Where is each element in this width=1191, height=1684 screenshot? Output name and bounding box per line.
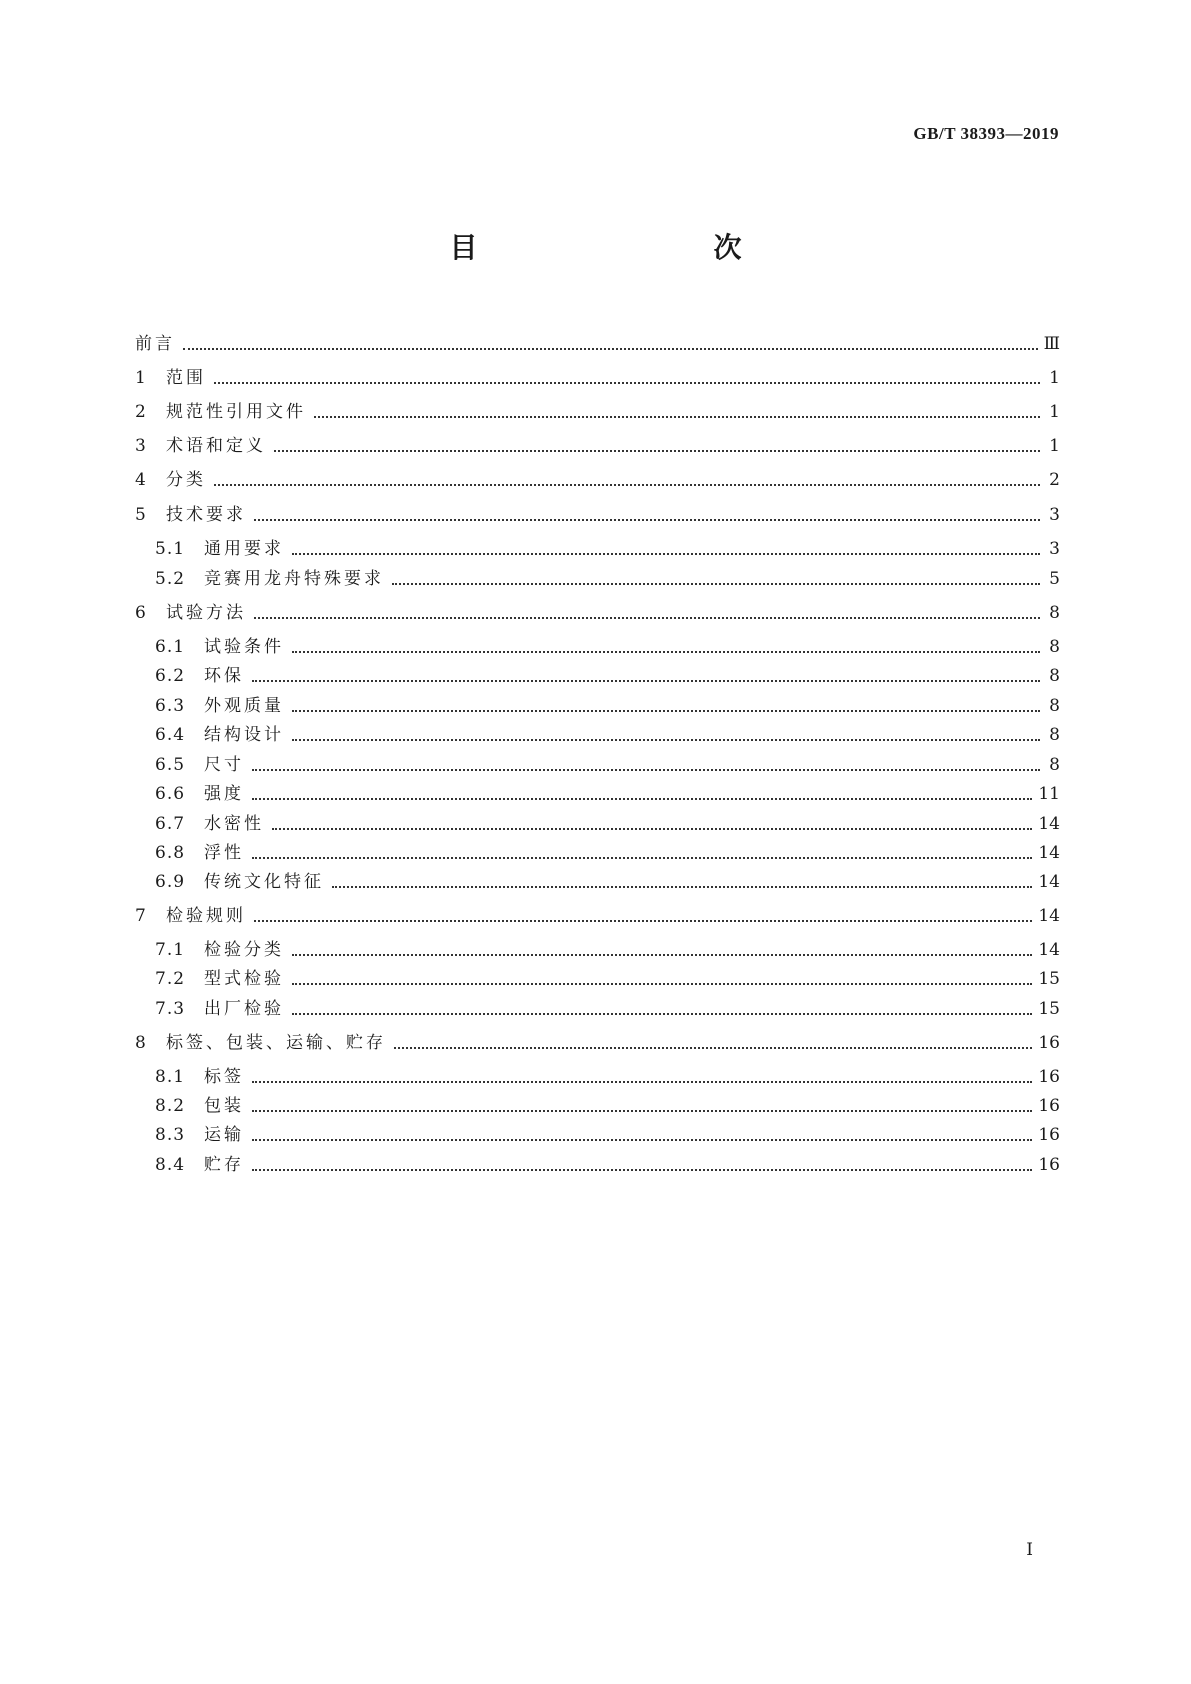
- toc-item-label: 环保: [204, 666, 244, 686]
- toc-item-number: 7.2: [155, 969, 186, 989]
- toc-item-label: 范围: [166, 368, 206, 388]
- toc-item-label: 试验条件: [204, 637, 284, 657]
- toc-item[interactable]: [135, 841, 1060, 865]
- dot-leader: [254, 518, 1040, 521]
- toc-item-number: 6.7: [155, 814, 186, 834]
- toc-item-label: 规范性引用文件: [166, 402, 306, 422]
- toc-item-label: 技术要求: [166, 505, 246, 525]
- toc-item[interactable]: [135, 366, 1060, 390]
- toc-item[interactable]: [135, 812, 1060, 836]
- dot-leader: [314, 415, 1040, 418]
- standard-code: GB/T 38393—2019: [913, 124, 1059, 143]
- toc-item[interactable]: [135, 870, 1060, 894]
- toc-item-label: 尺寸: [204, 755, 244, 775]
- toc-item[interactable]: [135, 1065, 1060, 1089]
- toc-item[interactable]: [135, 997, 1060, 1021]
- toc-item-label: 浮性: [204, 843, 244, 863]
- dot-leader: [252, 1109, 1032, 1112]
- dot-leader: [292, 650, 1040, 653]
- dot-leader: [292, 552, 1040, 555]
- dot-leader: [292, 982, 1032, 985]
- toc-item-number: 6.1: [155, 637, 186, 657]
- toc-item[interactable]: [135, 664, 1060, 688]
- toc-item-label: 标签: [204, 1067, 244, 1087]
- toc-item-page: 16: [1038, 1125, 1060, 1145]
- toc-item-number: 6.8: [155, 843, 186, 863]
- toc-item[interactable]: [135, 723, 1060, 747]
- toc-item-page: 15: [1038, 999, 1060, 1019]
- toc-item-label: 术语和定义: [166, 436, 266, 456]
- toc-item-number: 6.6: [155, 784, 186, 804]
- toc-item-page: 16: [1038, 1067, 1060, 1087]
- dot-leader: [332, 885, 1032, 888]
- toc-item[interactable]: [135, 601, 1060, 625]
- toc-item-number: 8.3: [155, 1125, 186, 1145]
- toc-item-label: 竞赛用龙舟特殊要求: [204, 569, 384, 589]
- dot-leader: [214, 483, 1040, 486]
- toc-item-label: 运输: [204, 1125, 244, 1145]
- toc-item-number: 6: [135, 603, 147, 623]
- toc-item[interactable]: [135, 537, 1060, 561]
- toc-item-page: 3: [1049, 539, 1060, 559]
- toc-item-number: 1: [135, 368, 147, 388]
- toc-item[interactable]: [135, 503, 1060, 527]
- dot-leader: [252, 797, 1032, 800]
- dot-leader: [292, 953, 1032, 956]
- dot-leader: [272, 827, 1032, 830]
- dot-leader: [252, 856, 1032, 859]
- toc-item-page: 11: [1038, 784, 1060, 804]
- dot-leader: [394, 1046, 1032, 1049]
- toc-item-page: 14: [1038, 872, 1060, 892]
- toc-item-page: 8: [1049, 666, 1060, 686]
- toc-item-number: 8.1: [155, 1067, 186, 1087]
- dot-leader: [392, 582, 1040, 585]
- dot-leader: [214, 381, 1040, 384]
- toc-item-page: 16: [1038, 1033, 1060, 1053]
- toc-item-page: 14: [1038, 814, 1060, 834]
- page-number: I: [1026, 1540, 1033, 1560]
- toc-item-page: 1: [1049, 368, 1060, 388]
- toc-item[interactable]: [135, 635, 1060, 659]
- dot-leader: [254, 616, 1040, 619]
- toc-item-label: 包装: [204, 1096, 244, 1116]
- toc-item[interactable]: [135, 938, 1060, 962]
- toc-item-label: 贮存: [204, 1155, 244, 1175]
- toc-item[interactable]: [135, 1123, 1060, 1147]
- toc-item[interactable]: [135, 400, 1060, 424]
- toc-item-label: 出厂检验: [204, 999, 284, 1019]
- toc-item-number: 5.1: [155, 539, 186, 559]
- toc-item-page: 8: [1049, 755, 1060, 775]
- toc-item-number: 3: [135, 436, 147, 456]
- toc-item[interactable]: [135, 753, 1060, 777]
- toc-item-label: 外观质量: [204, 696, 284, 716]
- toc-item[interactable]: [135, 567, 1060, 591]
- toc-item-number: 4: [135, 470, 147, 490]
- toc-item-number: 6.9: [155, 872, 186, 892]
- dot-leader: [252, 1138, 1032, 1141]
- toc-item-page: 8: [1049, 637, 1060, 657]
- toc-item-number: 7.3: [155, 999, 186, 1019]
- toc-item-page: 16: [1038, 1096, 1060, 1116]
- dot-leader: [292, 709, 1040, 712]
- toc-item[interactable]: [135, 1031, 1060, 1055]
- dot-leader: [183, 347, 1038, 350]
- toc-item-label: 试验方法: [166, 603, 246, 623]
- toc-item-page: 14: [1038, 843, 1060, 863]
- toc-item-label: 前言: [135, 334, 175, 354]
- toc-item-label: 结构设计: [204, 725, 284, 745]
- toc-item-page: 16: [1038, 1155, 1060, 1175]
- dot-leader: [292, 1012, 1032, 1015]
- toc-item[interactable]: [135, 967, 1060, 991]
- toc-item-label: 检验规则: [166, 906, 246, 926]
- toc-item-page: 3: [1049, 505, 1060, 525]
- dot-leader: [252, 679, 1040, 682]
- dot-leader: [292, 738, 1040, 741]
- toc-item-number: 5: [135, 505, 147, 525]
- toc-item[interactable]: [135, 332, 1060, 356]
- toc-item[interactable]: [135, 434, 1060, 458]
- dot-leader: [252, 1168, 1032, 1171]
- toc-item-number: 6.2: [155, 666, 186, 686]
- toc-item-number: 5.2: [155, 569, 186, 589]
- dot-leader: [254, 919, 1032, 922]
- dot-leader: [252, 1080, 1032, 1083]
- toc-item-number: 6.4: [155, 725, 186, 745]
- toc-item-number: 8.4: [155, 1155, 186, 1175]
- toc-item-number: 7: [135, 906, 147, 926]
- toc-item-number: 8: [135, 1033, 147, 1053]
- toc-item-page: 8: [1049, 603, 1060, 623]
- toc-item-page: 14: [1038, 906, 1060, 926]
- toc-item-page: 5: [1049, 569, 1060, 589]
- toc-item-label: 水密性: [204, 814, 264, 834]
- dot-leader: [252, 768, 1040, 771]
- toc-item-page: 15: [1038, 969, 1060, 989]
- toc-item-number: 2: [135, 402, 147, 422]
- toc-item-label: 传统文化特征: [204, 872, 324, 892]
- toc-item-page: 1: [1049, 402, 1060, 422]
- toc-item[interactable]: [135, 468, 1060, 492]
- toc-item[interactable]: [135, 1153, 1060, 1177]
- dot-leader: [274, 449, 1040, 452]
- toc-item-label: 标签、包装、运输、贮存: [166, 1033, 386, 1053]
- toc-item-number: 7.1: [155, 940, 186, 960]
- page-title: 目 次: [449, 231, 802, 264]
- toc-item-page: Ⅲ: [1043, 334, 1060, 354]
- toc-item-page: 2: [1049, 470, 1060, 490]
- toc-item[interactable]: [135, 782, 1060, 806]
- toc-item-page: 8: [1049, 725, 1060, 745]
- toc-item-number: 8.2: [155, 1096, 186, 1116]
- toc-item-number: 6.3: [155, 696, 186, 716]
- toc-item-label: 强度: [204, 784, 244, 804]
- toc-item-number: 6.5: [155, 755, 186, 775]
- toc-item-page: 8: [1049, 696, 1060, 716]
- toc-item[interactable]: [135, 1094, 1060, 1118]
- toc-item-label: 分类: [166, 470, 206, 490]
- toc-item[interactable]: [135, 694, 1060, 718]
- toc-item-label: 通用要求: [204, 539, 284, 559]
- toc-item[interactable]: [135, 904, 1060, 928]
- toc-item-page: 1: [1049, 436, 1060, 456]
- toc-item-page: 14: [1038, 940, 1060, 960]
- toc-item-label: 型式检验: [204, 969, 284, 989]
- toc-item-label: 检验分类: [204, 940, 284, 960]
